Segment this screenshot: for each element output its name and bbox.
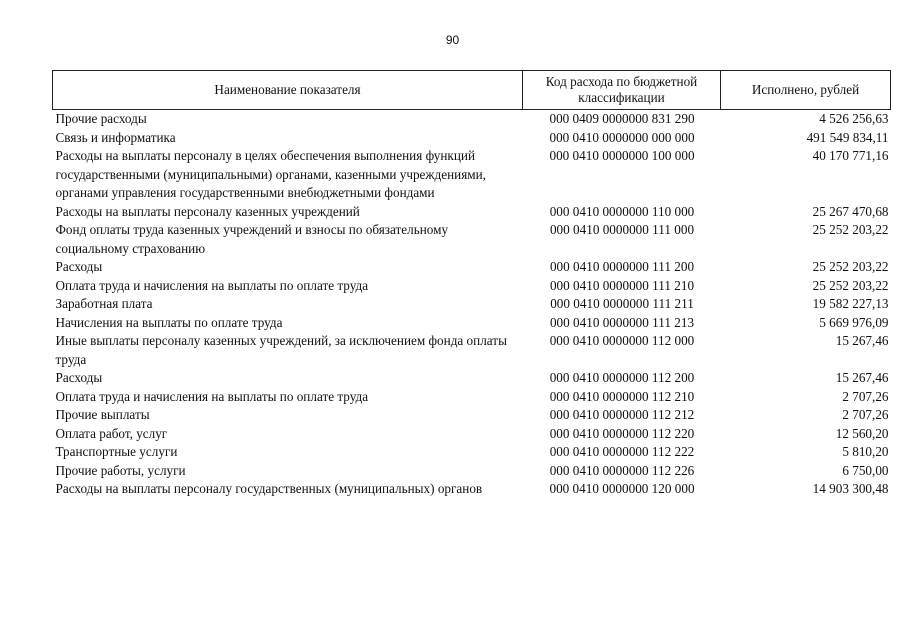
row-name-cell: Расходы (55, 259, 103, 274)
page-number: 90 (445, 33, 460, 47)
row-value-cell: 2 707,26 (842, 388, 889, 404)
row-value-cell: 15 267,46 (835, 333, 889, 348)
row-name-cell: Иные выплаты персоналу казенных учреждений, за исключением фонда оплаты труда (55, 333, 507, 367)
row-value-cell: 12 560,20 (835, 425, 889, 441)
row-name-cell: Связь и информатика (55, 129, 176, 145)
row-code-cell: 000 0410 0000000 112 200 (549, 370, 695, 385)
row-code-cell: 000 0410 0000000 100 000 (549, 148, 695, 163)
row-code-cell: 000 0410 0000000 110 000 (549, 203, 695, 219)
row-name-cell: Расходы на выплаты персоналу в целях обеспечения выполнения функций государственными (муниципальными) органами, казенными учреждениями, органами управления государственными внебюджетными фондами (55, 148, 486, 200)
row-name-cell: Транспортные услуги (55, 444, 178, 459)
table-row (53, 425, 891, 444)
row-name-cell: Расходы на выплаты персоналу казенных учреждений (55, 203, 360, 219)
row-value-cell: 491 549 834,11 (806, 129, 889, 145)
table-row (53, 443, 891, 462)
row-name-cell: Заработная плата (55, 296, 153, 311)
row-value-cell: 40 170 771,16 (812, 148, 889, 163)
row-name-cell: Оплата труда и начисления на выплаты по оплате труда (55, 388, 369, 404)
row-value-cell: 6 750,00 (842, 462, 889, 478)
row-code-cell: 000 0410 0000000 120 000 (549, 481, 695, 496)
row-value-cell: 25 252 203,22 (812, 222, 889, 237)
table-row (53, 221, 891, 258)
table-row (53, 314, 891, 333)
table-row (53, 203, 891, 222)
row-code-cell: 000 0410 0000000 111 200 (549, 259, 695, 274)
row-value-cell: 14 903 300,48 (812, 481, 889, 496)
table-row (53, 369, 891, 388)
row-name-cell: Начисления на выплаты по оплате труда (55, 314, 283, 330)
row-code-cell: 000 0410 0000000 111 000 (549, 222, 695, 237)
row-value-cell: 25 252 203,22 (812, 277, 889, 293)
row-code-cell: 000 0410 0000000 000 000 (549, 129, 695, 145)
row-value-cell: 15 267,46 (835, 370, 889, 385)
row-value-cell: 25 267 470,68 (812, 203, 889, 219)
row-value-cell: 2 707,26 (842, 407, 889, 422)
table-row (53, 332, 891, 369)
row-code-cell: 000 0410 0000000 112 220 (549, 425, 695, 441)
table-row (53, 147, 891, 203)
row-code-cell: 000 0410 0000000 111 210 (549, 277, 695, 293)
row-value-cell: 4 526 256,63 (819, 111, 889, 126)
row-value-cell: 25 252 203,22 (812, 259, 889, 274)
row-value-cell: 5 669 976,09 (819, 314, 889, 330)
table-row (53, 406, 891, 425)
table-row (53, 129, 891, 148)
row-code-cell: 000 0410 0000000 111 211 (550, 296, 694, 311)
header-name: Наименование показателя (53, 71, 523, 110)
table-row (53, 258, 891, 277)
row-code-cell: 000 0410 0000000 112 222 (549, 444, 695, 459)
row-name-cell: Прочие работы, услуги (55, 462, 186, 478)
table-row (53, 480, 891, 499)
table-row (53, 462, 891, 481)
row-code-cell: 000 0410 0000000 112 212 (549, 407, 695, 422)
row-name-cell: Фонд оплаты труда казенных учреждений и взносы по обязательному социальному страхованию (55, 222, 449, 256)
row-value-cell: 19 582 227,13 (812, 296, 889, 311)
row-code-cell: 000 0410 0000000 112 000 (549, 333, 695, 348)
row-code-cell: 000 0410 0000000 112 210 (549, 388, 695, 404)
row-code-cell: 000 0410 0000000 111 213 (549, 314, 695, 330)
row-name-cell: Прочие выплаты (55, 407, 150, 422)
table-row (53, 388, 891, 407)
header-value: Исполнено, рублей (721, 71, 891, 110)
table-row (53, 295, 891, 314)
row-name-cell: Прочие расходы (55, 111, 147, 126)
table-body (53, 110, 891, 499)
table-row (53, 277, 891, 296)
row-name-cell: Расходы на выплаты персоналу государственных (муниципальных) органов (55, 481, 483, 496)
row-name-cell: Оплата труда и начисления на выплаты по оплате труда (55, 277, 369, 293)
row-code-cell: 000 0410 0000000 112 226 (549, 462, 695, 478)
budget-execution-table (52, 70, 891, 499)
row-value-cell: 5 810,20 (842, 444, 889, 459)
table-row (53, 110, 891, 129)
table-header (53, 71, 891, 110)
header-code: Код расхода по бюджетной классификации (523, 71, 721, 110)
row-name-cell: Расходы (55, 370, 103, 385)
row-name-cell: Оплата работ, услуг (55, 425, 168, 441)
row-code-cell: 000 0409 0000000 831 290 (549, 111, 695, 126)
